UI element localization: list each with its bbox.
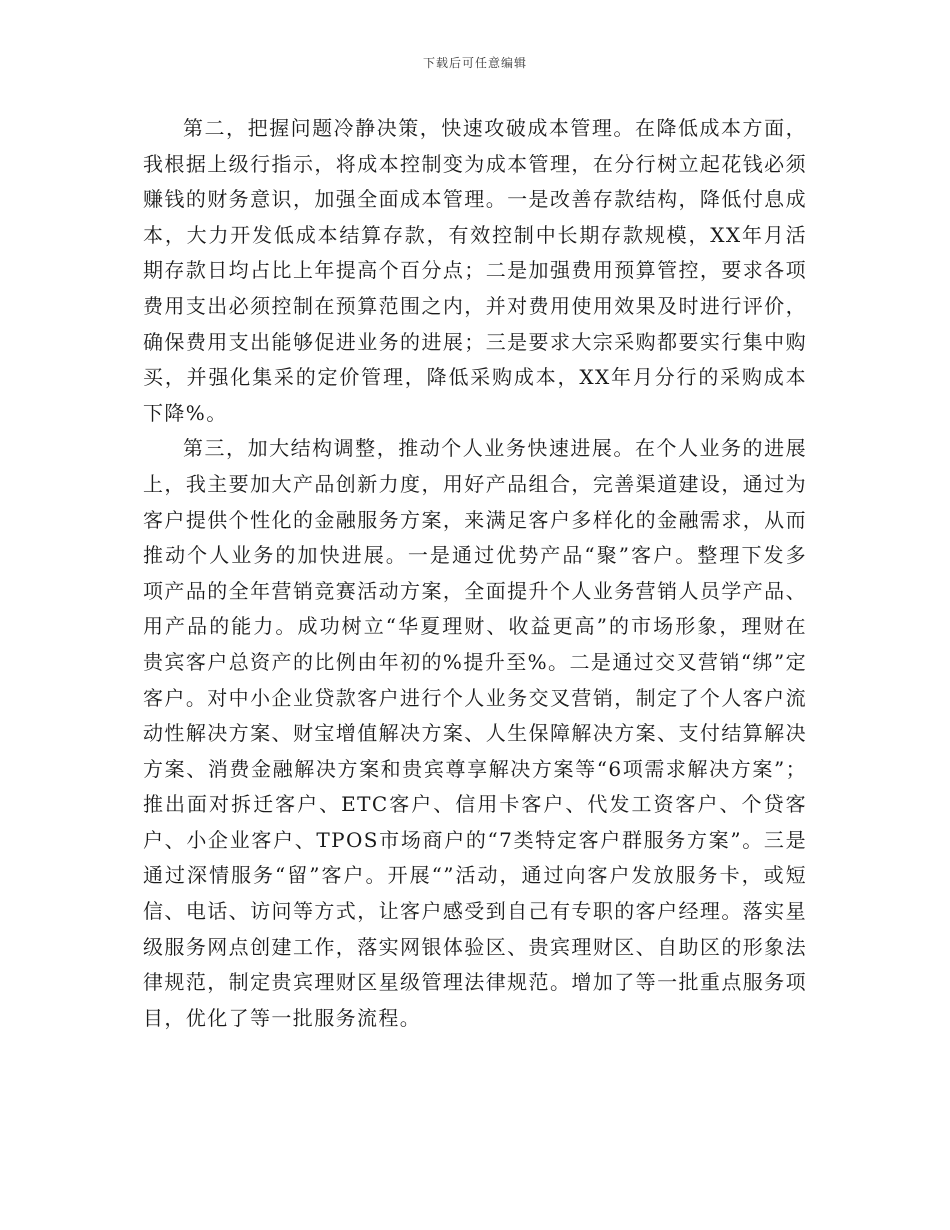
paragraph-cost-management: 第二，把握问题冷静决策，快速攻破成本管理。在降低成本方面，我根据上级行指示，将成本控制变为成本管理，在分行树立起花钱必须赚钱的财务意识，加强全面成本管理。一是改善存款结构，降低付息成本，大力开发低成本结算存款，有效控制中长期存款规模，XX年月活期存款日均占比上年提高个百分点；二是加强费用预算管控，要求各项费用支出必须控制在预算范围之内，并对费用使用效果及时进行评价，确保费用支出能够促进业务的进展；三是要求大宗采购都要实行集中购买，并强化集采的定价管理，降低采购成本，XX年月分行的采购成本下降%。: [143, 116, 807, 425]
document-body: [143, 111, 807, 1036]
page-header: 下载后可任意编辑: [422, 56, 527, 70]
paragraph-personal-business: 第三，加大结构调整，推动个人业务快速进展。在个人业务的进展上，我主要加大产品创新力度，用好产品组合，完善渠道建设，通过为客户提供个性化的金融服务方案，来满足客户多样化的金融需求，从而推动个人业务的加快进展。一是通过优势产品“聚”客户。整理下发多项产品的全年营销竞赛活动方案，全面提升个人业务营销人员学产品、用产品的能力。成功树立“华夏理财、收益更高”的市场形象，理财在贵宾客户总资产的比例由年初的%提升至%。二是通过交叉营销“绑”定客户。对中小企业贷款客户进行个人业务交叉营销，制定了个人客户流动性解决方案、财宝增值解决方案、人生保障解决方案、支付结算解决方案、消费金融解决方案和贵宾尊享解决方案等“6项需求解决方案”；推出面对拆迁客户、ETC客户、信用卡客户、代发工资客户、个贷客户、小企业客户、TPOS市场商户的“7类特定客户群服务方案”。三是通过深情服务“留”客户。开展“”活动，通过向客户发放服务卡，或短信、电话、访问等方式，让客户感受到自己有专职的客户经理。落实星级服务网点创建工作，落实网银体验区、贵宾理财区、自助区的形象法律规范，制定贵宾理财区星级管理法律规范。增加了等一批重点服务项目，优化了等一批服务流程。: [143, 436, 807, 1030]
